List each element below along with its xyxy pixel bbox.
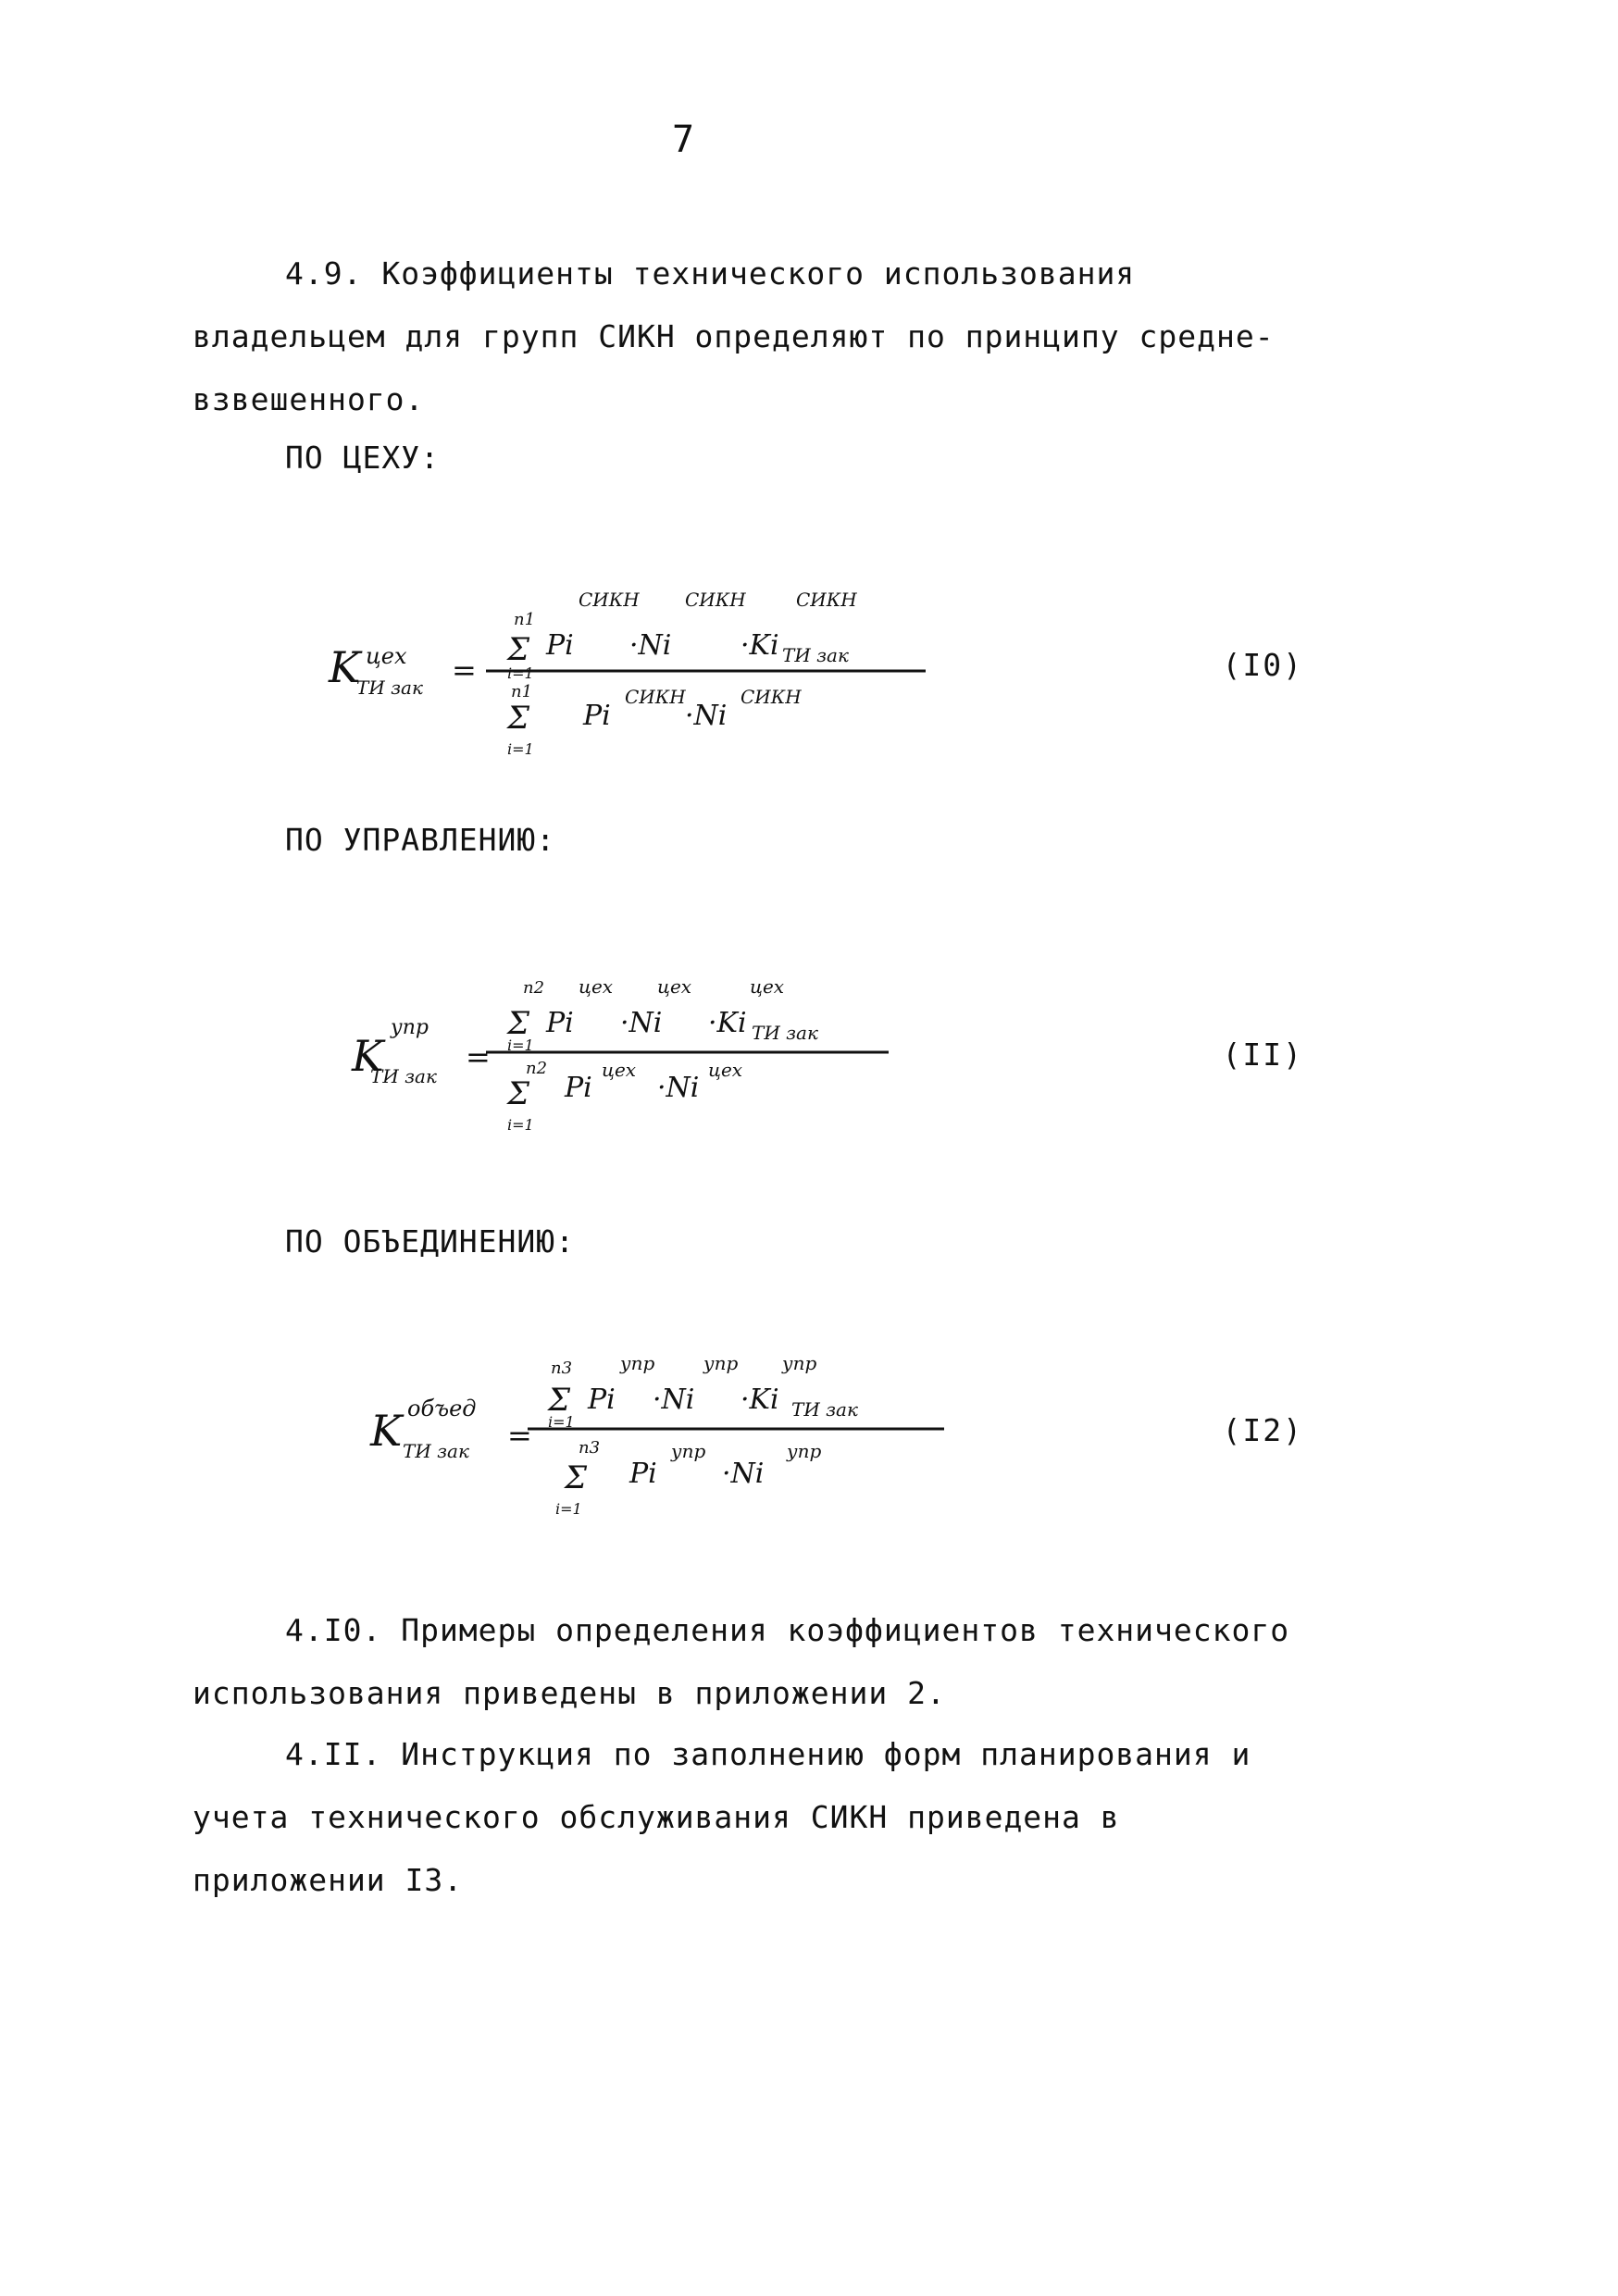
paragraph-line: 4.9. Коэффициенты технического использования [285, 255, 1136, 292]
num-term-n: ·Ni [620, 1007, 663, 1039]
num-sup-k: цех [750, 975, 785, 998]
paragraph-line: 4.I0. Примеры определения коэффициентов технического [285, 1612, 1290, 1648]
den-term-n: ·Ni [657, 1072, 700, 1104]
den-sum-lower: i=1 [507, 740, 534, 758]
formula-number: (I0) [1222, 647, 1303, 683]
den-sup-n: СИКН [741, 686, 802, 708]
paragraph-line: взвешенного. [193, 381, 425, 417]
heading-shop: ПО ЦЕХУ: [285, 440, 440, 476]
num-term-p: Pi [546, 1007, 574, 1039]
num-term-k: ·Ki [708, 1007, 747, 1039]
num-sup-p: упр [620, 1352, 655, 1374]
num-term-k: ·Ki [741, 629, 779, 662]
formula-10 [0, 578, 1618, 763]
num-sup-k: СИКН [796, 589, 857, 611]
num-sum-lower: i=1 [507, 1036, 534, 1054]
num-term-n: ·Ni [629, 629, 672, 662]
den-sup-p: упр [671, 1440, 706, 1462]
page-number: 7 [672, 118, 695, 161]
num-term-k: ·Ki [741, 1384, 779, 1416]
formula-11 [0, 967, 1618, 1152]
lhs-subscript: ТИ зак [370, 1065, 437, 1087]
formula-11-svg [0, 967, 1618, 1152]
den-sigma: Σ [507, 1075, 530, 1112]
num-sub-k: ТИ зак [791, 1398, 858, 1421]
den-term-n: ·Ni [722, 1458, 765, 1490]
equals-sign: = [466, 1039, 491, 1074]
formula-number: (II) [1222, 1036, 1303, 1073]
den-sum-upper: n3 [579, 1438, 601, 1458]
num-sigma: Σ [507, 631, 530, 668]
formula-10-svg [0, 578, 1618, 763]
num-term-p: Pi [588, 1384, 616, 1416]
den-sum-lower: i=1 [507, 1116, 534, 1134]
num-sup-p: СИКН [579, 589, 640, 611]
num-sup-n: СИКН [685, 589, 746, 611]
lhs-symbol: K [329, 642, 361, 692]
paragraph-line: использования приведены в приложении 2. [193, 1675, 946, 1711]
heading-association: ПО ОБЪЕДИНЕНИЮ: [285, 1223, 576, 1260]
lhs-superscript: упр [391, 1016, 429, 1039]
lhs-symbol: K [352, 1031, 384, 1081]
equals-sign: = [507, 1418, 532, 1453]
paragraph-4-11 [193, 1723, 1251, 1912]
den-term-p: Pi [583, 700, 611, 732]
lhs-subscript: ТИ зак [403, 1440, 469, 1462]
lhs-subscript: ТИ зак [356, 676, 423, 699]
num-sum-lower: i=1 [548, 1413, 575, 1431]
den-term-n: ·Ni [685, 700, 728, 732]
num-sum-lower: i=1 [507, 664, 534, 682]
formula-12 [0, 1342, 1618, 1527]
paragraph-line: учета технического обслуживания СИКН приведена в [193, 1799, 1120, 1835]
paragraph-line: 4.II. Инструкция по заполнению форм планирования и [285, 1736, 1251, 1772]
equals-sign: = [452, 652, 477, 688]
den-sum-upper: n1 [511, 682, 533, 701]
lhs-superscript: цех [366, 643, 407, 669]
num-sum-upper: n2 [523, 978, 545, 998]
formula-number: (I2) [1222, 1412, 1303, 1448]
num-sub-k: ТИ зак [782, 644, 849, 666]
num-sup-n: цех [657, 975, 692, 998]
heading-department: ПО УПРАВЛЕНИЮ: [285, 822, 556, 858]
num-sup-n: упр [703, 1352, 739, 1374]
den-sup-n: упр [787, 1440, 822, 1462]
num-term-n: ·Ni [653, 1384, 695, 1416]
num-sigma: Σ [507, 1005, 530, 1042]
den-sup-n: цех [708, 1059, 743, 1081]
den-sigma: Σ [507, 700, 530, 737]
lhs-superscript: объед [407, 1396, 477, 1421]
den-sup-p: СИКН [625, 686, 686, 708]
den-term-p: Pi [565, 1072, 592, 1104]
num-sup-p: цех [579, 975, 614, 998]
num-sub-k: ТИ зак [752, 1022, 818, 1044]
num-sup-k: упр [782, 1352, 817, 1374]
num-sigma: Σ [548, 1382, 571, 1419]
paragraph-4-10 [193, 1599, 1289, 1725]
paragraph-4-9 [193, 242, 1275, 431]
num-sum-upper: n3 [551, 1359, 573, 1378]
paragraph-line: приложении I3. [193, 1862, 464, 1898]
den-sigma: Σ [565, 1459, 588, 1496]
paragraph-line: владельцем для групп СИКН определяют по принципу средне- [193, 318, 1275, 354]
den-sup-p: цех [602, 1059, 637, 1081]
num-term-p: Pi [546, 629, 574, 662]
den-sum-upper: n2 [526, 1059, 548, 1078]
den-term-p: Pi [629, 1458, 657, 1490]
den-sum-lower: i=1 [555, 1500, 582, 1518]
lhs-symbol: K [370, 1406, 403, 1456]
formula-12-svg [0, 1342, 1618, 1527]
num-sum-upper: n1 [514, 610, 536, 629]
